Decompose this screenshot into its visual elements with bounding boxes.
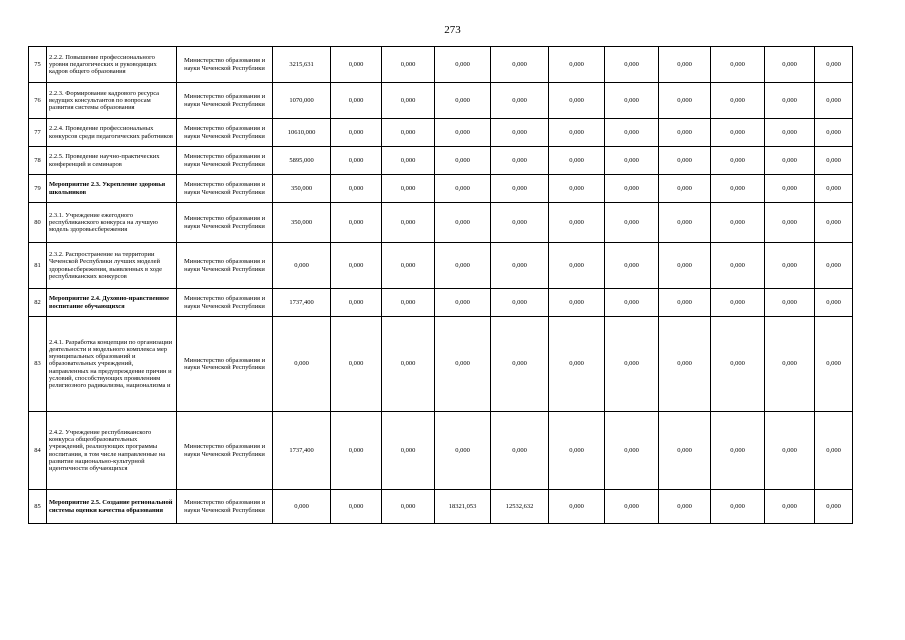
funding-value: 18321,053 [435,490,491,524]
funding-value: 1070,000 [273,83,331,119]
funding-value: 3215,631 [273,47,331,83]
funding-value: 0,000 [549,147,605,175]
funding-value: 0,000 [605,83,659,119]
measure-name: 2.2.4. Проведение профессиональных конкурсов среди педагогических работников [47,119,177,147]
funding-value: 0,000 [765,243,815,289]
funding-value: 0,000 [435,243,491,289]
funding-value: 0,000 [549,243,605,289]
responsible-org: Министерство образования и науки Чеченской Республики [177,47,273,83]
funding-value: 12532,632 [491,490,549,524]
row-number: 81 [29,243,47,289]
funding-value: 0,000 [549,175,605,203]
funding-value: 0,000 [549,412,605,490]
responsible-org: Министерство образования и науки Чеченской Республики [177,412,273,490]
funding-value: 0,000 [659,490,711,524]
funding-value: 0,000 [711,412,765,490]
funding-value: 0,000 [491,47,549,83]
funding-value: 0,000 [765,147,815,175]
funding-value: 0,000 [435,412,491,490]
funding-value: 0,000 [711,119,765,147]
funding-value: 0,000 [711,289,765,317]
responsible-org: Министерство образования и науки Чеченской Республики [177,243,273,289]
table-row [29,243,853,289]
funding-value: 0,000 [765,83,815,119]
row-number: 76 [29,83,47,119]
funding-value: 5895,000 [273,147,331,175]
table-row [29,147,853,175]
funding-value: 0,000 [659,175,711,203]
measure-name: Мероприятие 2.3. Укрепление здоровья школьников [47,175,177,203]
table-row [29,490,853,524]
funding-value: 0,000 [815,490,853,524]
responsible-org: Министерство образования и науки Чеченской Республики [177,203,273,243]
funding-value: 0,000 [435,83,491,119]
funding-value: 0,000 [711,203,765,243]
funding-value: 0,000 [549,119,605,147]
funding-value: 0,000 [815,317,853,412]
funding-value: 0,000 [659,83,711,119]
row-number: 83 [29,317,47,412]
table-row [29,203,853,243]
funding-value: 0,000 [491,243,549,289]
funding-value: 0,000 [331,203,382,243]
funding-value: 350,000 [273,203,331,243]
funding-value: 0,000 [815,243,853,289]
funding-value: 0,000 [659,243,711,289]
funding-value: 0,000 [549,83,605,119]
funding-value: 0,000 [765,289,815,317]
funding-value: 0,000 [765,47,815,83]
funding-value: 0,000 [659,119,711,147]
funding-value: 0,000 [605,175,659,203]
funding-value: 0,000 [659,317,711,412]
funding-value: 0,000 [711,243,765,289]
table-row [29,289,853,317]
row-number: 75 [29,47,47,83]
funding-value: 0,000 [382,83,435,119]
funding-value: 0,000 [659,47,711,83]
funding-value: 0,000 [435,289,491,317]
funding-value: 0,000 [605,243,659,289]
measure-name: 2.4.1. Разработка концепции по организации деятельности и модельного комплекса мер муниципальных образований и образовательных учреждений, направленных на предупреждение причин и условий, способствующих проявлениям религиозного радикализма, национализма и [47,317,177,412]
funding-value: 0,000 [382,119,435,147]
funding-value: 0,000 [711,317,765,412]
funding-value: 0,000 [382,203,435,243]
funding-value: 0,000 [382,243,435,289]
measure-name: 2.4.2. Учреждение республиканского конкурса общеобразовательных учреждений, реализующих программы воспитания, в том числе направленные на развитие национально-культурной идентичности обучающихся [47,412,177,490]
funding-value: 0,000 [815,289,853,317]
funding-value: 0,000 [765,412,815,490]
funding-value: 0,000 [815,412,853,490]
responsible-org: Министерство образования и науки Чеченской Республики [177,83,273,119]
funding-value: 0,000 [659,289,711,317]
funding-value: 0,000 [711,147,765,175]
funding-value: 0,000 [435,175,491,203]
funding-value: 0,000 [765,203,815,243]
measure-name: 2.3.1. Учреждение ежегодного республиканского конкурса на лучшую модель здоровьесбережения [47,203,177,243]
row-number: 78 [29,147,47,175]
measure-name: Мероприятие 2.5. Создание региональной системы оценки качества образования [47,490,177,524]
page-number: 273 [444,24,461,36]
table-row [29,412,853,490]
funding-value: 0,000 [815,175,853,203]
funding-value: 0,000 [435,47,491,83]
row-number: 77 [29,119,47,147]
table-row [29,175,853,203]
funding-value: 0,000 [765,490,815,524]
funding-value: 0,000 [605,412,659,490]
funding-value: 0,000 [815,119,853,147]
funding-value: 0,000 [549,490,605,524]
funding-value: 0,000 [549,289,605,317]
row-number: 82 [29,289,47,317]
measure-name: Мероприятие 2.4. Духовно-нравственное воспитание обучающихся [47,289,177,317]
funding-value: 0,000 [382,490,435,524]
funding-value: 0,000 [491,175,549,203]
funding-value: 0,000 [382,47,435,83]
table-row [29,83,853,119]
funding-value: 0,000 [435,203,491,243]
funding-value: 0,000 [711,175,765,203]
responsible-org: Министерство образования и науки Чеченской Республики [177,147,273,175]
funding-value: 0,000 [491,203,549,243]
funding-value: 1737,400 [273,412,331,490]
responsible-org: Министерство образования и науки Чеченской Республики [177,175,273,203]
funding-value: 0,000 [331,147,382,175]
measure-name: 2.2.3. Формирование кадрового ресурса ведущих консультантов по вопросам развития системы образования [47,83,177,119]
row-number: 84 [29,412,47,490]
funding-value: 0,000 [711,83,765,119]
funding-value: 0,000 [815,147,853,175]
funding-value: 0,000 [382,175,435,203]
funding-value: 0,000 [605,119,659,147]
measure-name: 2.2.2. Повышение профессионального уровня педагогических и руководящих кадров общего образования [47,47,177,83]
table-row [29,317,853,412]
funding-value: 0,000 [435,119,491,147]
funding-value: 0,000 [331,289,382,317]
funding-value: 0,000 [815,203,853,243]
funding-value: 0,000 [331,175,382,203]
funding-value: 0,000 [815,83,853,119]
funding-value: 0,000 [659,147,711,175]
funding-value: 0,000 [605,490,659,524]
funding-value: 350,000 [273,175,331,203]
funding-value: 0,000 [815,47,853,83]
funding-value: 0,000 [331,490,382,524]
funding-value: 0,000 [549,203,605,243]
measure-name: 2.3.2. Распространение на территории Чеченской Республики лучших моделей здоровьесбережения, выявленных в ходе республиканских конкурсов [47,243,177,289]
responsible-org: Министерство образования и науки Чеченской Республики [177,119,273,147]
funding-value: 0,000 [605,289,659,317]
funding-value: 0,000 [331,243,382,289]
funding-value: 0,000 [659,412,711,490]
funding-value: 0,000 [491,83,549,119]
funding-value: 0,000 [435,317,491,412]
funding-value: 0,000 [331,317,382,412]
row-number: 80 [29,203,47,243]
funding-value: 0,000 [491,147,549,175]
funding-value: 0,000 [491,412,549,490]
funding-value: 10610,000 [273,119,331,147]
funding-value: 0,000 [382,147,435,175]
funding-value: 0,000 [331,83,382,119]
funding-value: 0,000 [711,490,765,524]
funding-value: 0,000 [491,317,549,412]
funding-value: 0,000 [331,412,382,490]
funding-value: 0,000 [605,317,659,412]
funding-value: 0,000 [549,317,605,412]
funding-value: 1737,400 [273,289,331,317]
funding-value: 0,000 [273,490,331,524]
funding-value: 0,000 [605,47,659,83]
funding-value: 0,000 [331,119,382,147]
funding-value: 0,000 [549,47,605,83]
funding-value: 0,000 [765,175,815,203]
responsible-org: Министерство образования и науки Чеченской Республики [177,317,273,412]
funding-value: 0,000 [605,147,659,175]
budget-table [28,46,853,524]
funding-value: 0,000 [659,203,711,243]
row-number: 79 [29,175,47,203]
funding-value: 0,000 [765,119,815,147]
funding-value: 0,000 [273,243,331,289]
funding-value: 0,000 [435,147,491,175]
responsible-org: Министерство образования и науки Чеченской Республики [177,490,273,524]
funding-value: 0,000 [382,317,435,412]
table-row [29,119,853,147]
table-row [29,47,853,83]
funding-value: 0,000 [711,47,765,83]
responsible-org: Министерство образования и науки Чеченской Республики [177,289,273,317]
funding-value: 0,000 [382,289,435,317]
funding-value: 0,000 [382,412,435,490]
measure-name: 2.2.5. Проведение научно-практических конференций и семинаров [47,147,177,175]
funding-value: 0,000 [491,289,549,317]
funding-value: 0,000 [331,47,382,83]
row-number: 85 [29,490,47,524]
funding-value: 0,000 [765,317,815,412]
funding-value: 0,000 [273,317,331,412]
funding-value: 0,000 [491,119,549,147]
funding-value: 0,000 [605,203,659,243]
